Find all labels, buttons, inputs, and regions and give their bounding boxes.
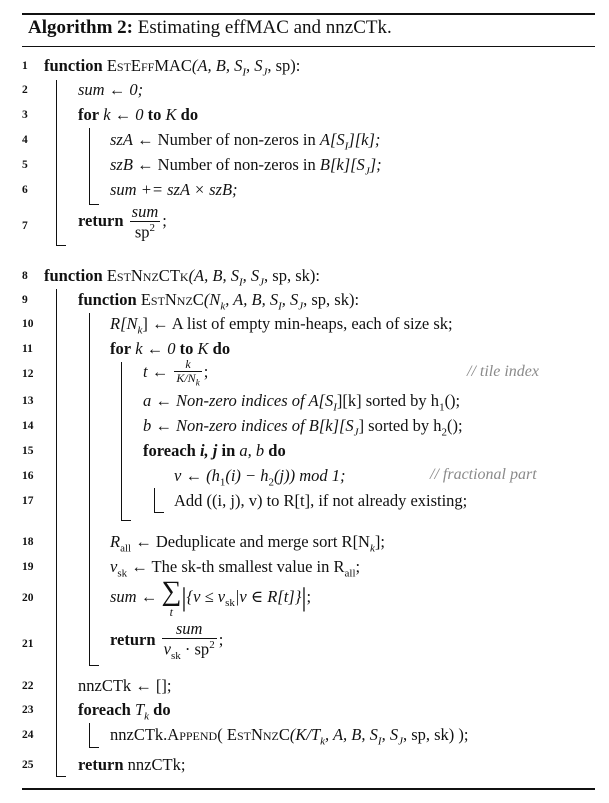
code-line-16: v ← $(h_1(i) - h_2(j))$ mod 1; (174, 466, 346, 489)
fraction: $\frac{k}{K/N_k}$ (176, 357, 200, 388)
code-line-10: $R[N_k]$ ← A list of empty min-heaps, each of size sk; (110, 314, 453, 337)
line-number: 9 (22, 294, 28, 306)
scope-bar (89, 665, 99, 666)
caption-label: Algorithm 2: (28, 17, 134, 38)
bottom-rule (22, 788, 595, 790)
scope-bar (56, 245, 66, 246)
scope-bar (154, 488, 155, 512)
code-line-2: sum ← 0; (78, 80, 144, 99)
code-line-20: sum ← ∑ t $|\{v \le v_{sk}|v$ ∈ R[t]}|; (110, 576, 312, 619)
scope-bar (89, 313, 90, 665)
scope-bar (89, 723, 90, 747)
line-number: 12 (22, 368, 34, 380)
line-number: 1 (22, 60, 28, 72)
code-line-21: return $\frac{\text{sum}}{v_{sk} \cdot sp^2}$ ; (110, 619, 224, 662)
code-line-18: $R_{all}$ ← Deduplicate and merge sort $R[N_k]$; (110, 532, 385, 555)
fraction: $\frac{\text{sum}}{v_{sk} \cdot sp^2}$ (163, 619, 215, 662)
line-number: 21 (22, 638, 34, 650)
code-line-22: nnzCTk ← []; (78, 676, 172, 695)
summation: ∑ t (161, 576, 182, 619)
code-line-12: t ← $\frac{k}{K/N_k}$ ; (143, 357, 209, 388)
code-line-11: for k ← 0 to K do (110, 339, 231, 358)
line-number: 25 (22, 759, 34, 771)
comment-fractional-part: // fractional part (430, 466, 537, 483)
line-number: 19 (22, 561, 34, 573)
scope-bar (56, 289, 57, 776)
line-number: 5 (22, 159, 28, 171)
code-line-15: foreach i, j in a, b do (143, 441, 286, 460)
scope-bar (89, 128, 90, 204)
line-number: 11 (22, 343, 33, 355)
code-line-17: Add ((i, j), v) to R[t], if not already existing; (174, 491, 468, 510)
caption-text: Estimating effMAC and nnzCTk. (137, 17, 392, 38)
line-number: 8 (22, 270, 28, 282)
top-rule (22, 13, 595, 15)
fraction: $\frac{\text{sum}}{sp^2}$ (131, 202, 159, 242)
line-number: 15 (22, 445, 34, 457)
scope-bar (121, 520, 131, 521)
line-number: 6 (22, 184, 28, 196)
line-number: 23 (22, 704, 34, 716)
code-line-25: return nnzCTk; (78, 755, 186, 774)
scope-bar (56, 80, 57, 245)
scope-bar (121, 362, 122, 520)
line-number: 24 (22, 729, 34, 741)
code-line-14: b ← Non-zero indices of $B[k][S_J]$ sorted by $h_2()$; (143, 416, 463, 439)
line-number: 3 (22, 109, 28, 121)
line-number: 16 (22, 470, 34, 482)
line-number: 13 (22, 395, 34, 407)
code-line-5: szB ← Number of non-zeros in $B[k][S_J]$; (110, 155, 382, 178)
line-number: 22 (22, 680, 34, 692)
scope-bar (154, 512, 164, 513)
line-number: 14 (22, 420, 34, 432)
line-number: 18 (22, 536, 34, 548)
scope-bar (56, 776, 66, 777)
line-number: 7 (22, 220, 28, 232)
code-line-7: return $\frac{\text{sum}}{sp^2}$ ; (78, 202, 167, 242)
code-line-3: for k ← 0 to K do (78, 105, 199, 124)
line-number: 2 (22, 84, 28, 96)
line-number: 10 (22, 318, 34, 330)
line-number: 20 (22, 592, 34, 604)
code-line-4: szA ← Number of non-zeros in $A[S_I][k]$; (110, 130, 381, 153)
comment-tile-index: // tile index (467, 363, 539, 380)
line-number: 17 (22, 495, 34, 507)
scope-bar (89, 747, 99, 748)
code-line-13: a ← Non-zero indices of $A[S_I][k]$ sorted by $h_1()$; (143, 391, 461, 414)
caption-rule (22, 46, 595, 47)
code-line-19: $v_{sk}$ ← The sk-th smallest value in $R_{all}$; (110, 557, 361, 580)
algorithm-caption (28, 17, 392, 39)
code-line-1: function EstEffMAC(A, B, $S_I$, $S_J$, sp): (44, 56, 301, 79)
code-line-24: nnzCTk.Append( $EstNnzC(K/T_k$, A, B, $S_I$, $S_J$, sp, sk) ); (110, 725, 469, 748)
code-line-6: sum += szA × szB; (110, 180, 238, 199)
code-line-8: function EstNnzCTk(A, B, $S_I$, $S_J$, sp, sk): (44, 266, 320, 289)
code-line-9: function $EstNnzC(N_k$, A, B, $S_I$, $S_J$, sp, sk): (78, 290, 360, 313)
line-number: 4 (22, 134, 28, 146)
code-line-23: foreach $T_k$ do (78, 700, 171, 723)
